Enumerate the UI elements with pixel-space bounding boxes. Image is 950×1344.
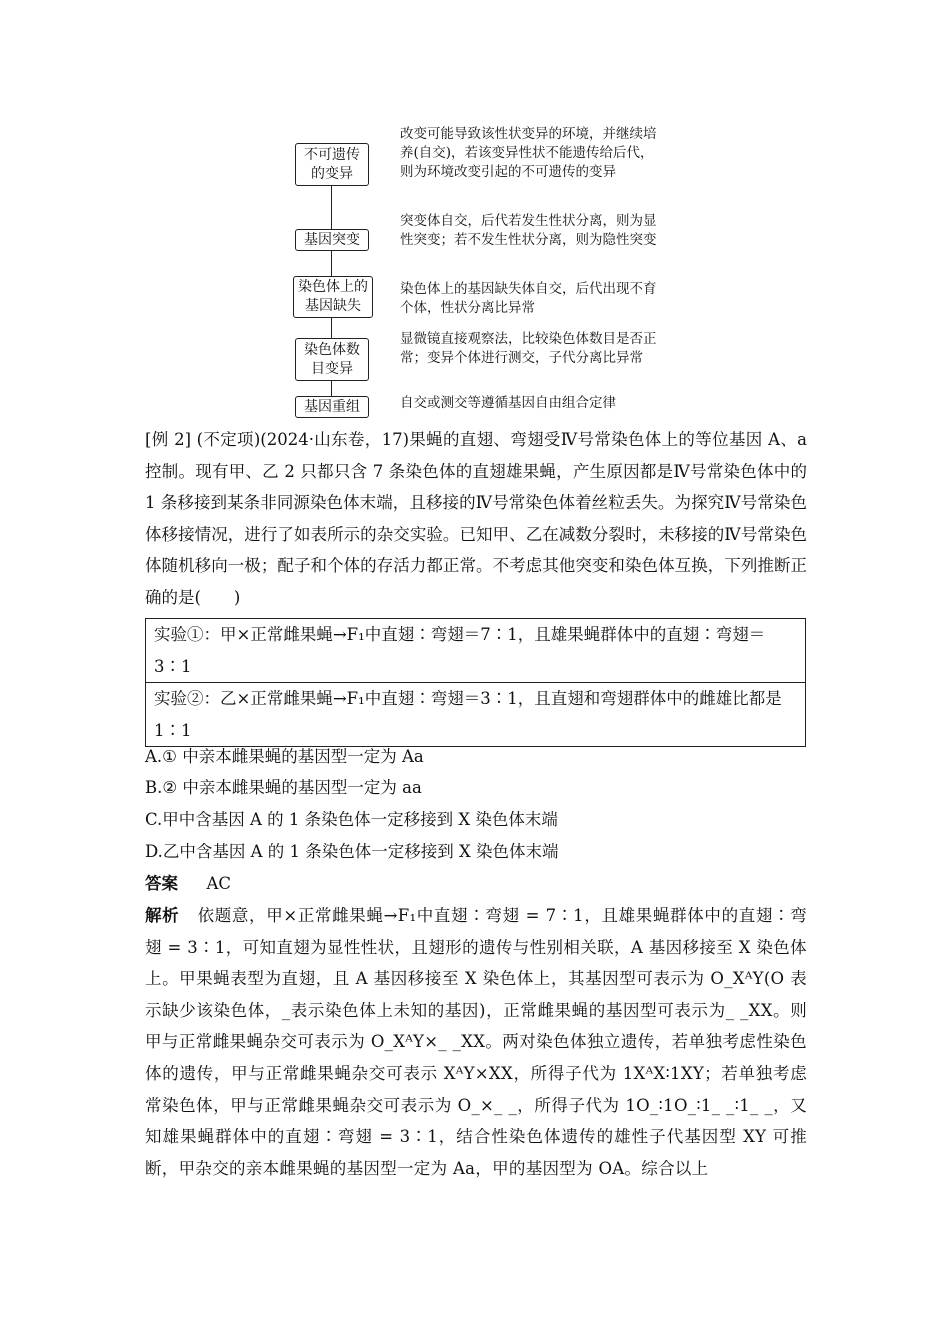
node-chromosome-number-variation — [295, 338, 369, 381]
table-row: 实验②：乙×正常雌果蝇→F₁中直翅∶弯翅＝3∶1，且直翅和弯翅群体中的雌雄比都是 1∶1 — [146, 682, 805, 746]
option-a: A.① 中亲本雌果蝇的基因型一定为 Aa — [145, 747, 424, 766]
node-label: 的变异 — [311, 166, 353, 182]
node-gene-recombination — [295, 396, 369, 418]
question-text: [例 2] (不定项)(2024·山东卷，17)果蝇的直翅、弯翅受Ⅳ号常染色体上的等位基因 A、a 控制。现有甲、乙 2 只都只含 7 条染色体的直翅雄果蝇，产生原因都是Ⅳ号常染色体中的 1 条移接到某条非同源染色体末端，且移接的Ⅳ号常染色体着丝粒丢失。为探究Ⅳ号常染色体移接情况，进行了如表所示的杂交实验。已知甲、乙在减数分裂时，未移接的Ⅳ号常染色体随机移向一极；配子和个体的存活力都正常。不考虑其他突变和染色体互换，下列推断正确的是( ) — [145, 430, 807, 607]
explanation-label: 解析 — [145, 906, 180, 925]
node-label: 基因突变 — [304, 232, 360, 248]
node-description: 染色体上的基因缺失体自交，后代出现不育个体，性状分离比异常 — [400, 281, 657, 316]
node-gene-mutation — [295, 229, 369, 251]
explanation-text: 依题意，甲×正常雌果蝇→F₁中直翅∶弯翅 = 7∶1，且雄果蝇群体中的直翅∶弯翅 = 3∶1，可知直翅为显性性状，且翅形的遗传与性别相关联，A 基因移接至 X 染色体上。甲果蝇表型为直翅，且 A 基因移接至 X 染色体上，其基因型可表示为 O_XᴬY(O 表示缺少该染色体，_表示染色体上未知的基因)，正常雌果蝇的基因型可表示为_ _XX。则甲与正常雌果蝇杂交可表示为 O_XᴬY×_ _XX。两对染色体独立遗传，若单独考虑性染色体的遗传，甲与正常雌果蝇杂交可表示 XᴬY×XX，所得子代为 1XᴬX∶1XY；若单独考虑常染色体，甲与正常雌果蝇杂交可表示为 O_×_ _，所得子代为 1O_∶1O_∶1_ _∶1_ _，又知雄果蝇群体中的直翅∶弯翅 = 3∶1，结合性染色体遗传的雄性子代基因型 XY 可推断，甲杂交的亲本雌果蝇的基因型一定为 Aa，甲的基因型为 OA。综合以上 — [145, 906, 807, 1178]
variation-identification-diagram — [0, 0, 950, 420]
node-label: 染色体上的 — [298, 279, 368, 295]
option-d: D.乙中含基因 A 的 1 条染色体一定移接到 X 染色体末端 — [145, 842, 559, 861]
node-description: 突变体自交，后代若发生性状分离，则为显性突变；若不发生性状分离，则为隐性突变 — [400, 213, 657, 248]
node-label: 基因重组 — [304, 399, 360, 415]
explanation — [145, 900, 807, 1184]
node-nonheritable-variation — [295, 143, 369, 186]
answer-line — [145, 868, 231, 900]
experiment-table — [145, 618, 806, 747]
node-label: 不可遗传 — [304, 147, 360, 163]
option-c: C.甲中含基因 A 的 1 条染色体一定移接到 X 染色体末端 — [145, 810, 558, 829]
node-description: 改变可能导致该性状变异的环境，并继续培养(自交)，若该变异性状不能遗传给后代，则为环境改变引起的不可遗传的变异 — [400, 126, 657, 180]
node-description: 显微镜直接观察法，比较染色体数目是否正常；变异个体进行测交，子代分离比异常 — [400, 331, 657, 366]
node-label: 目变异 — [311, 361, 353, 377]
table-row: 实验①：甲×正常雌果蝇→F₁中直翅∶弯翅＝7∶1，且雄果蝇群体中的直翅∶弯翅＝3∶1 — [154, 625, 766, 676]
answer-label: 答案 — [145, 874, 178, 893]
node-label: 染色体数 — [304, 342, 360, 358]
answer-value: AC — [206, 874, 232, 893]
node-description: 自交或测交等遵循基因自由组合定律 — [400, 395, 616, 411]
node-gene-deletion — [293, 276, 373, 318]
node-label: 基因缺失 — [305, 298, 361, 314]
option-b: B.② 中亲本雌果蝇的基因型一定为 aa — [145, 778, 422, 797]
